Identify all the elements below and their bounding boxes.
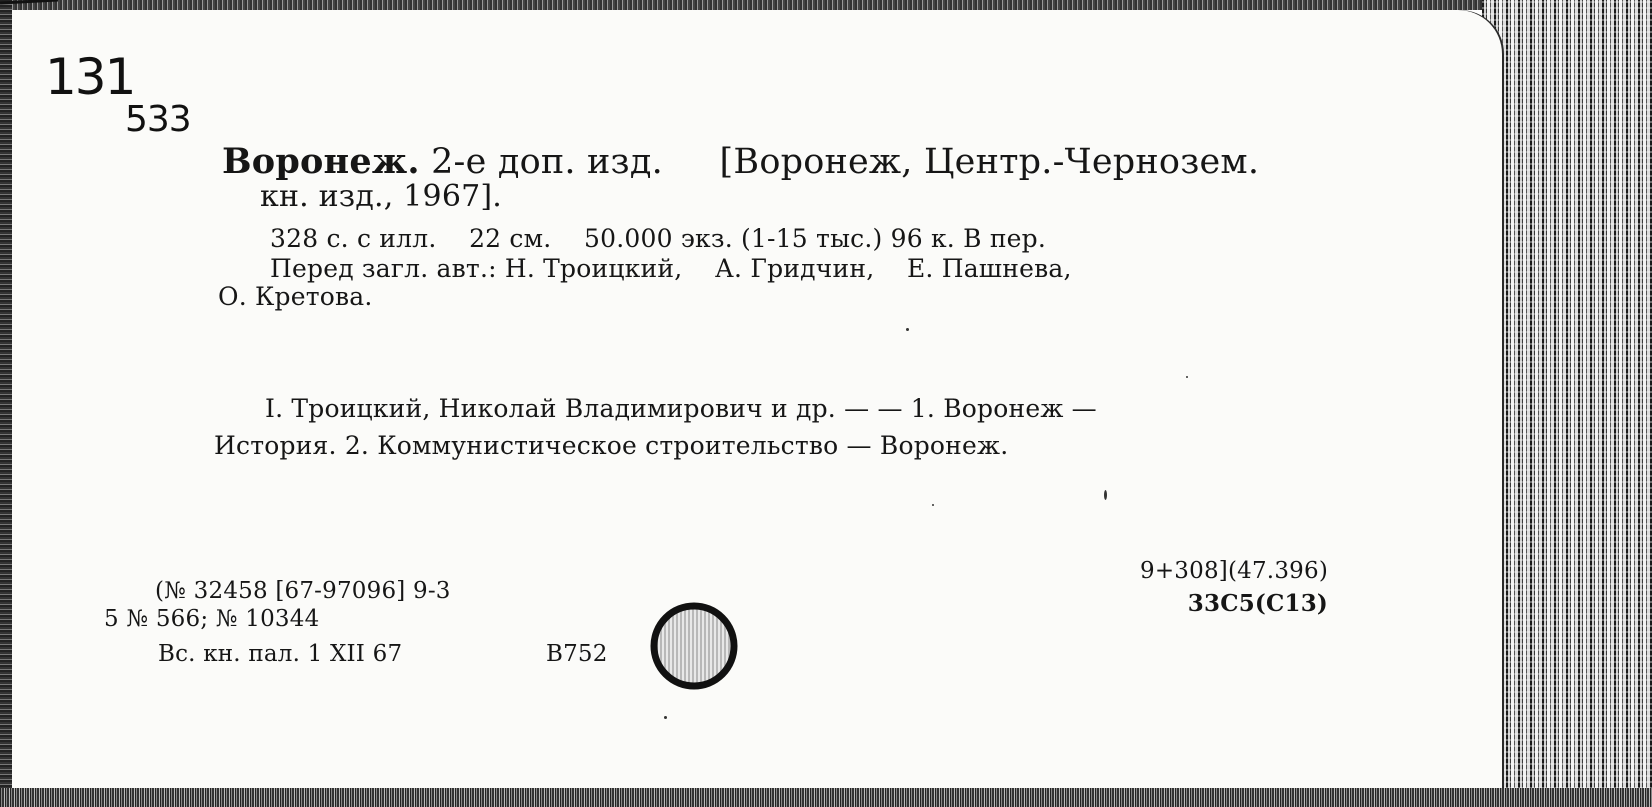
dust-speck xyxy=(1104,490,1107,500)
title-line xyxy=(222,141,1260,182)
udc-index: 9+308](47.396) xyxy=(1139,558,1328,584)
punch-hole xyxy=(648,600,740,692)
card-number: (№ 32458 [67-97096] 9-3 xyxy=(155,578,451,604)
dust-speck xyxy=(906,328,909,331)
scan-border-top xyxy=(0,0,1652,10)
registry-number: 5 № 566; № 10344 xyxy=(104,606,320,632)
handwritten-shelf-number: 131 xyxy=(45,48,135,106)
dust-speck xyxy=(1186,376,1188,378)
authors-note-cont: О. Кретова. xyxy=(218,282,373,311)
scan-border-left xyxy=(0,0,12,807)
dust-speck xyxy=(664,716,667,719)
handwritten-shelf-subnumber: 533 xyxy=(125,99,191,140)
dust-speck xyxy=(932,504,934,506)
physical-description: 328 с. с илл. 22 см. 50.000 экз. (1-15 тыс.) 96 к. В пер. xyxy=(270,224,1047,253)
bbk-index: 33С5(С13) xyxy=(1187,590,1328,617)
imprint-continuation: кн. изд., 1967]. xyxy=(260,179,503,214)
scan-border-bottom xyxy=(0,788,1652,807)
order-code: В752 xyxy=(546,641,608,667)
subject-headings-cont: История. 2. Коммунистическое строительство — Воронеж. xyxy=(214,431,1009,460)
title-heading: Воронеж. xyxy=(222,141,420,182)
chamber-date: Вс. кн. пал. 1 XII 67 xyxy=(158,641,403,667)
subject-headings: I. Троицкий, Николай Владимирович и др. — — 1. Воронеж — xyxy=(265,394,1097,423)
authors-note: Перед загл. авт.: Н. Троицкий, А. Гридчин, Е. Пашнева, xyxy=(270,254,1072,283)
scan-border-right xyxy=(1482,0,1652,807)
edition-imprint: 2-е доп. изд. [Воронеж, Центр.-Чернозем. xyxy=(419,142,1260,182)
